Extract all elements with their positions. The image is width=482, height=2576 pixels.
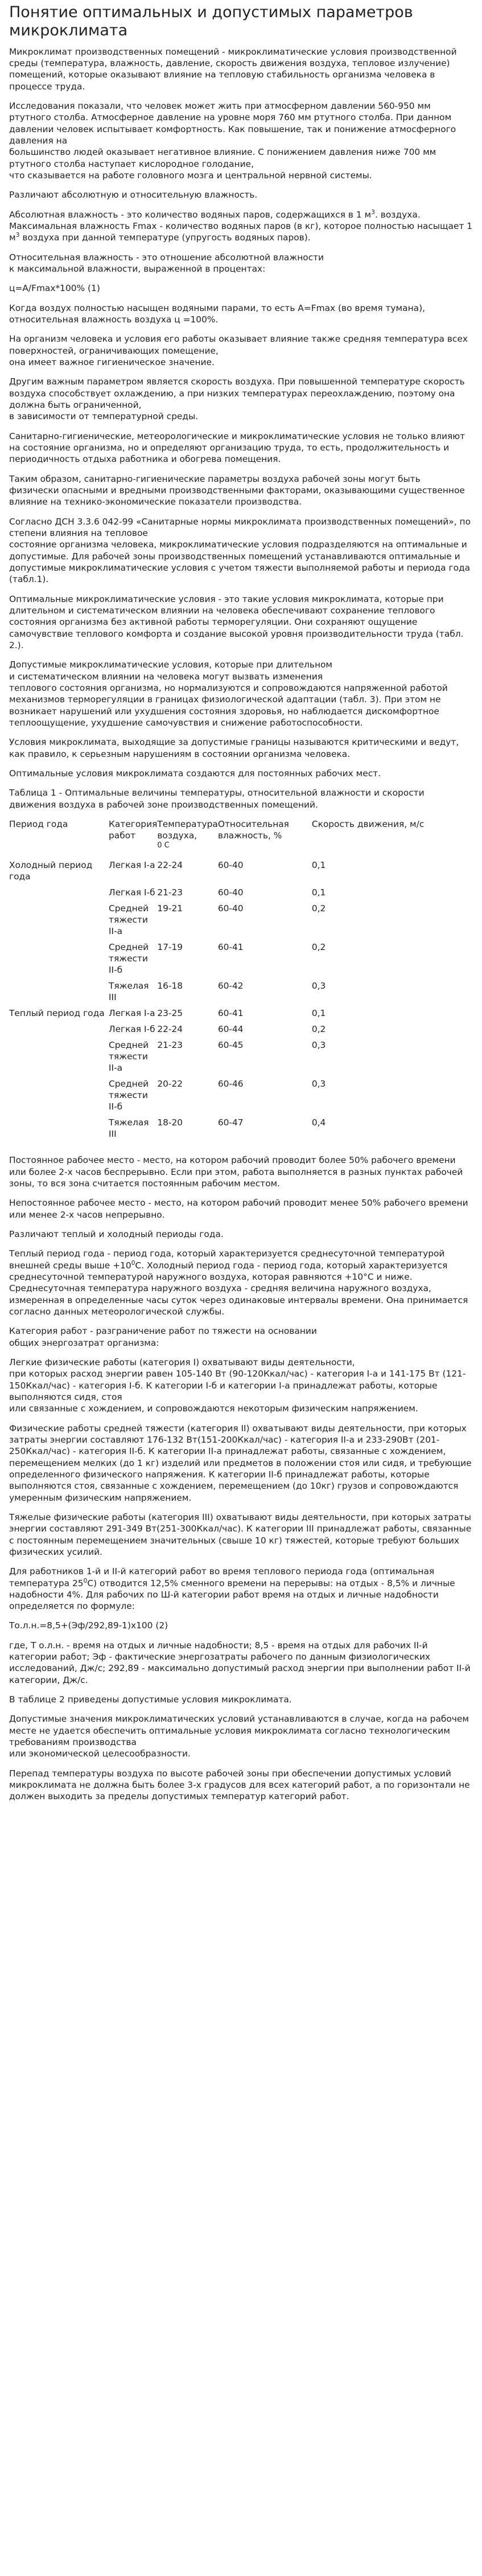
period-cell — [9, 1117, 109, 1144]
table-body — [9, 859, 426, 1144]
humidity-cell: 60-46 — [217, 1079, 244, 1090]
speed-cell: 0,2 — [311, 942, 326, 953]
temperature-cell: 19-21 — [157, 903, 183, 914]
period-cell: Теплый период года — [9, 1008, 105, 1019]
period-cell — [9, 1078, 109, 1117]
text-run: Абсолютная влажность - это количество водяных паров, содержащихся в 1 м — [9, 209, 372, 220]
humidity-cell: 60-40 — [217, 887, 244, 898]
paragraph: Различают абсолютную и относительную влажность. — [9, 190, 258, 200]
humidity-cell: 60-42 — [217, 981, 244, 992]
category-cell: Легкая I-а — [109, 1008, 155, 1019]
speed-cell: 0,1 — [311, 887, 326, 898]
temperature-cell: 18-20 — [157, 1117, 183, 1128]
paragraph: Тяжелые физические работы (категория III) охватывают виды деятельности, при которых затраты энергии составляют 291-349 Вт(251-300Ккал/час). К категории III принадлежат работы, связанные с постоянным перемещением значительных (свыше 10 кг) тяжестей, которые требуют больших физических усилий. — [9, 1512, 472, 1557]
temperature-cell: 22-24 — [157, 860, 183, 870]
temperature-cell: 20-22 — [157, 1079, 183, 1090]
formula: ц=A/Fmax*100% (1) — [9, 283, 100, 294]
humidity-cell: 60-41 — [217, 942, 244, 953]
paragraph: Согласно ДСН 3.3.6 042-99 «Санитарные нормы микроклимата производственных помещений», по степени влияния на тепловое состояние организма человека, микроклиматические условия подразделяются на оптимальные и допустимые. Для рабочей зоны производственных помещений устанавливаются оптимальные и допустимые микроклиматические условия с учетом тяжести выполняемой работы и периода года (табл.1). — [9, 516, 471, 585]
period-cell — [9, 1023, 109, 1039]
period-cell: Холодный период года — [9, 860, 93, 882]
temperature-cell: 22-24 — [157, 1024, 183, 1035]
table-row — [9, 1078, 426, 1117]
temperature-cell: 23-25 — [157, 1008, 183, 1019]
formula: То.л.н.=8,5+(Эф/292,89-1)х100 (2) — [9, 1620, 168, 1631]
paragraph: Различают теплый и холодный периоды года. — [9, 1228, 224, 1239]
table-row — [9, 1008, 426, 1023]
speed-cell: 0,1 — [311, 1008, 326, 1019]
text-run: С. Холодный период года - период года, который характеризуется среднесуточной температурой наружного воздуха, которая равняются +10°С и ниже. Среднесуточная температура наружного воздуха - средняя величина наружного воздуха, измеренная в определенные часы суток через одинаковые интервалы времени. Она принимается согласно данных метеорологической службы. — [9, 1260, 468, 1317]
humidity-cell: 60-47 — [217, 1117, 244, 1128]
humidity-cell: 60-40 — [217, 860, 244, 870]
paragraph: Физические работы средней тяжести (категория II) охватывают виды деятельности, при которых затраты энергии составляют 176-132 Вт(151-200Ккал/час) - категория II-а и 233-290Вт (201-250Ккал/час) - категория II-б. К категории II-а принадлежат работы, связанные с хождением, перемещением мелких (до 1 кг) изделий или предметов в положении стоя или сидя, и требующие определенного физического напряжения. К категории II-б принадлежат работы, которые выполняются стоя, связанные с хождением, перемещением (до 10кг) грузов и сопровождаются умеренным физическим напряжением. — [9, 1423, 472, 1503]
temperature-cell: 17-19 — [157, 942, 183, 953]
table-row — [9, 1023, 426, 1039]
speed-cell: 0,1 — [311, 860, 326, 870]
speed-cell: 0,4 — [311, 1117, 326, 1128]
paragraph: Легкие физические работы (категория I) охватывают виды деятельности, при которых расход энергии равен 105-140 Вт (90-120Ккал/час) - категория I-а и 141-175 Вт (121-150Ккал/час) - категория I-б. К категории I-б и категории I-а принадлежат работы, которые выполняются сидя, стоя или связанные с хождением, и сопровождаются некоторым физическим напряжением. — [9, 1357, 466, 1414]
speed-cell: 0,3 — [311, 1079, 326, 1090]
text-run: . воздуха. Максимальная влажность Fmax - количество водяных паров (в кг), которое полностью насыщает 1 м — [9, 209, 473, 243]
paragraph: Перепад температуры воздуха по высоте рабочей зоны при обеспечении допустимых условий микроклимата не должна быть более 3-х градусов для всех категорий работ, а по горизонтали не должен выходить за пределы допустимых температур категорий работ. — [9, 1768, 470, 1802]
humidity-cell: 60-41 — [217, 1008, 244, 1019]
paragraph: Оптимальные микроклиматические условия - это такие условия микроклимата, которые при длительном и систематическом влиянии на человека обеспечивают сохранение теплового состояния организма без активной работы терморегуляции. Они сохраняют ощущение самочувствие теплового комфорта и создание высокой уровня производительности труда (табл. 2.). — [9, 593, 464, 650]
paragraph: где, Т о.л.н. - время на отдых и личные надобности; 8,5 - время на отдых для рабочих II-й категории работ; Эф - фактические энергозатраты рабочего по данным физиологических исследований, Дж/с; 292,89 - максимально допустимый расход энергии при выполнении работ II-й категории, Дж/с. — [9, 1640, 471, 1685]
paragraph: Допустимые микроклиматические условия, которые при длительном и систематическом влиянии на человека могут вызвать изменения теплового состояния организма, но нормализуются и сопровождаются напряженной работой механизмов терморегуляции в границах физиологической адаптации (табл. 3). При этом не возникает нарушений или ухудшения состояния здоровья, но наблюдается дискомфортное теплоощущение, ухудшение самочувствия и снижение работоспособности. — [9, 660, 448, 728]
superscript: 0 С — [157, 841, 170, 850]
speed-cell: 0,2 — [311, 903, 326, 914]
document-body — [9, 46, 473, 1803]
category-cell: Средней тяжести II-а — [109, 903, 149, 937]
heat-period-paragraph — [9, 1566, 473, 1612]
temperature-cell: 21-23 — [157, 887, 183, 898]
paragraph: Допустимые значения микроклиматических условий устанавливаются в случае, когда на рабочем месте не удается обеспечить оптимальные условия микроклимата согласно технологическим требованиям производства или экономической целесообразности. — [9, 1714, 469, 1759]
speed-cell: 0,3 — [311, 1040, 326, 1051]
period-cell — [9, 903, 109, 941]
table-row — [9, 980, 426, 1008]
speed-cell: 0,2 — [311, 1024, 326, 1035]
temperature-cell: 21-23 — [157, 1040, 183, 1051]
column-header: Категория работ — [109, 818, 158, 841]
superscript: 0 — [83, 1576, 88, 1584]
table-row — [9, 903, 426, 941]
table-row — [9, 1117, 426, 1144]
paragraph: Другим важным параметром является скорость воздуха. При повышенной температуре скорость воздуха способствует охлаждению, а при низких температурах переохлаждению, поэтому она должна быть ограниченной, в зависимости от температурной среды. — [9, 376, 465, 422]
superscript: 3 — [371, 208, 375, 216]
category-cell: Легкая I-б — [109, 1024, 155, 1035]
table-row — [9, 859, 426, 887]
category-cell: Легкая I-б — [109, 887, 155, 898]
category-cell: Тяжелая III — [109, 1117, 149, 1140]
column-header: Относительная влажность, % — [217, 818, 289, 841]
paragraph: Непостоянное рабочее место - место, на котором рабочий проводит менее 50% рабочего времени или менее 2-х часов непрерывно. — [9, 1198, 468, 1220]
column-header — [157, 818, 218, 859]
paragraph: Условия микроклимата, выходящие за допустимые границы называются критическими и ведут, как правило, к серьезным нарушениям в состоянии организма человека. — [9, 737, 459, 759]
table-row — [9, 941, 426, 980]
humidity-cell: 60-40 — [217, 903, 244, 914]
text-run: Теплый период года - период года, который характеризуется среднесуточной температурой внешней среды выше +10 — [9, 1248, 445, 1271]
speed-cell: 0,3 — [311, 981, 326, 992]
category-cell: Тяжелая III — [109, 981, 149, 1003]
category-cell: Средней тяжести II-б — [109, 1079, 149, 1112]
paragraph: Таким образом, санитарно-гигиенические параметры воздуха рабочей зоны могут быть физически опасными и вредными производственными факторами, оказывающими существенное влияние на технико-экономические показатели производства. — [9, 473, 465, 507]
paragraph: На организм человека и условия его работы оказывает влияние также средняя температура всех поверхностей, ограничивающих помещение, она имеет важное гигиеническое значение. — [9, 334, 468, 367]
text-run: С) отводится 12,5% сменного времени на перерывы: на отдых - 8,5% и личные надобности 4%. Для рабочих по Ш-й категории работ время на отдых и личные надобности определяется по формуле: — [9, 1578, 455, 1612]
paragraph: Относительная влажность - это отношение абсолютной влажности к максимальной влажности, выраженной в процентах: — [9, 252, 324, 275]
table-row — [9, 887, 426, 903]
humidity-cell: 60-45 — [217, 1040, 244, 1051]
period-cell — [9, 887, 109, 903]
header-text: Температура воздуха, — [157, 818, 218, 841]
superscript: 3 — [15, 231, 20, 239]
paragraph: Оптимальные условия микроклимата создаются для постоянных рабочих мест. — [9, 768, 381, 779]
period-cell — [9, 1039, 109, 1078]
paragraph: Постоянное рабочее место - место, на котором рабочий проводит более 50% рабочего времени или более 2-х часов беспрерывно. Если при этом, работа выполняется в разных пунктах рабочей зоны, то вся зона считается постоянным рабочим местом. — [9, 1155, 463, 1189]
text-run: Для работников 1-й и II-й категорий работ во время теплового периода года (оптимальная температура 25 — [9, 1566, 435, 1588]
superscript: 0 — [131, 1259, 135, 1267]
temperature-cell: 16-18 — [157, 981, 183, 992]
absolute-humidity-paragraph — [9, 209, 473, 244]
period-cell — [9, 980, 109, 1008]
column-header: Период года — [9, 818, 68, 829]
category-cell: Средней тяжести II-а — [109, 1040, 149, 1074]
column-header: Скорость движения, м/с — [311, 818, 425, 829]
paragraph: Исследования показали, что человек может жить при атмосферном давлении 560-950 мм ртутного столба. Атмосферное давление на уровне моря 760 мм ртутного столба. При данном давлении человек испытывает комфортность. Как повышение, так и понижение атмосферного давления на большинство людей оказывает негативное влияние. С понижением давления ниже 700 мм ртутного столба наступает кислородное голодание, что сказывается на работе головного мозга и центральной нервной системы. — [9, 101, 456, 181]
period-cell — [9, 941, 109, 980]
paragraph: В таблице 2 приведены допустимые условия микроклимата. — [9, 1694, 292, 1705]
optimal-microclimate-table — [9, 818, 426, 1145]
page-title: Понятие оптимальных и допустимых параметров микроклимата — [9, 3, 413, 40]
table-caption: Таблица 1 - Оптимальные величины температуры, относительной влажности и скорости движения воздуха в рабочей зоне производственных помещений. — [9, 788, 425, 810]
paragraph: Когда воздух полностью насыщен водяными парами, то есть A=Fmax (во время тумана), относительная влажность воздуха ц =100%. — [9, 302, 425, 325]
warm-period-paragraph — [9, 1248, 473, 1317]
category-cell: Легкая I-а — [109, 860, 155, 870]
text-run: воздуха при данной температуре (упругость водяных паров). — [19, 232, 311, 243]
humidity-cell: 60-44 — [217, 1024, 244, 1035]
paragraph: Микроклимат производственных помещений - микроклиматические условия производственной среды (температура, влажность, давление, скорость движения воздуха, тепловое излучение) помещений, которые оказывают влияние на тепловую стабильность организма человека в процессе труда. — [9, 46, 457, 92]
paragraph: Санитарно-гигиенические, метеорологические и микроклиматические условия не только влияют на состояние организма, но и определяют организацию труда, то есть, продолжительность и периодичность отдыха работника и обогрева помещения. — [9, 431, 465, 465]
paragraph: Категория работ - разграничение работ по тяжести на основании общих энергозатрат организма: — [9, 1326, 317, 1348]
table-row — [9, 1039, 426, 1078]
category-cell: Средней тяжести II-б — [109, 942, 149, 976]
table-header-row — [9, 818, 426, 859]
